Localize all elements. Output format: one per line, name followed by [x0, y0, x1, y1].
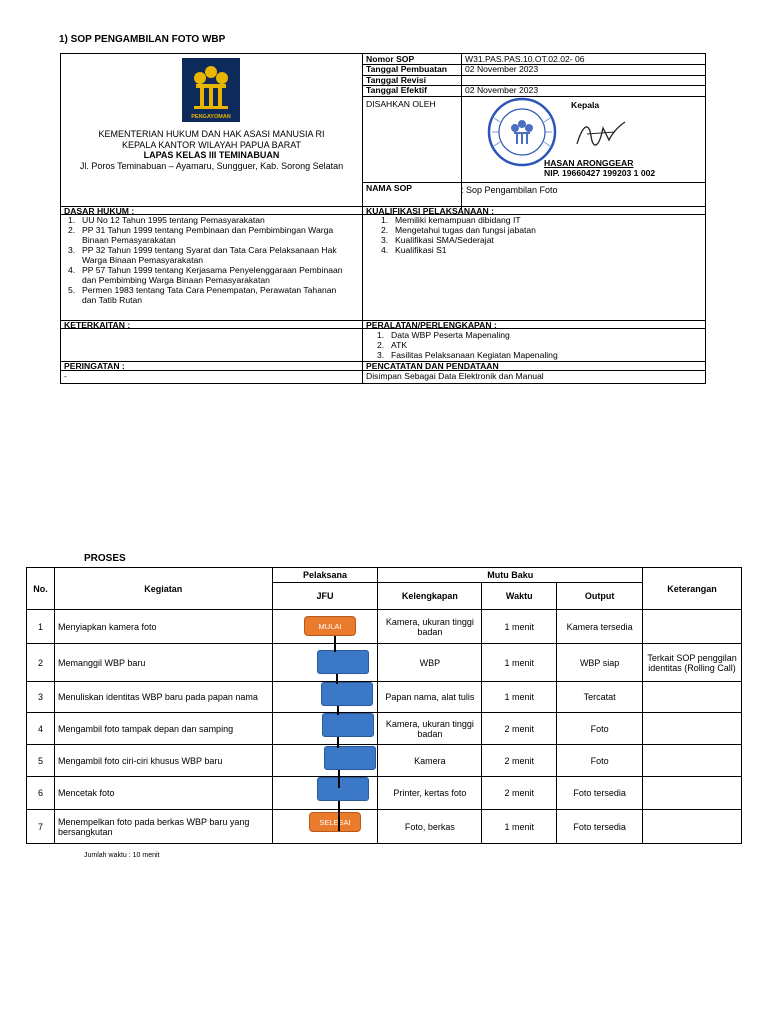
svg-text:PENGAYOMAN: PENGAYOMAN — [191, 114, 231, 120]
list-item — [381, 235, 681, 245]
handwritten-signature-icon — [569, 114, 629, 154]
table-row — [27, 810, 742, 844]
pengayoman-logo — [182, 58, 240, 122]
row-no: 1 — [27, 610, 55, 644]
peralatan-list — [377, 330, 677, 360]
header-waktu: Waktu — [482, 583, 557, 610]
row-no: 3 — [27, 682, 55, 713]
org-ministry: KEMENTERIAN HUKUM DAN HAK ASASI MANUSIA RI — [98, 129, 325, 139]
row-kegiatan: Mengambil foto ciri-ciri khusus WBP baru — [54, 745, 272, 777]
pencatatan-label: PENCATATAN DAN PENDATAAN — [366, 361, 499, 371]
row-kelengkapan: WBP — [378, 644, 482, 682]
flow-process-step-4 — [322, 713, 374, 737]
flow-process-step-6 — [317, 777, 369, 801]
row-keterangan — [643, 682, 742, 713]
list-number: 3. — [68, 245, 76, 255]
row-waktu: 1 menit — [482, 610, 557, 644]
flow-connector-3 — [337, 706, 339, 715]
header-mutu-baku: Mutu Baku — [378, 568, 643, 583]
row-kegiatan: Mencetak foto — [54, 777, 272, 810]
signer-name: HASAN ARONGGEAR — [544, 158, 634, 168]
row-keterangan: Terkait SOP penggilan identitas (Rolling Call) — [643, 644, 742, 682]
nama-sop-label: NAMA SOP — [366, 183, 412, 193]
row-kegiatan: Memanggil WBP baru — [54, 644, 272, 682]
row-waktu: 2 menit — [482, 777, 557, 810]
row-no: 4 — [27, 713, 55, 745]
flow-start-terminator: MULAI — [304, 616, 356, 636]
list-number: 3. — [377, 350, 385, 360]
list-text: PP 57 Tahun 1999 tentang Kerjasama Penyelenggaraan Pembinaan dan Pembimbing Warga Binaan Pemasyarakatan — [82, 265, 343, 285]
table-row — [27, 713, 742, 745]
list-text: Kualifikasi SMA/Sederajat — [395, 235, 494, 245]
total-waktu: Jumlah waktu : 10 menit — [84, 852, 160, 859]
row-kelengkapan: Foto, berkas — [378, 810, 482, 844]
row-output: Foto tersedia — [557, 777, 643, 810]
flow-connector-4 — [337, 737, 339, 748]
header-pelaksana: Pelaksana — [272, 568, 378, 583]
row-output: Foto — [557, 745, 643, 777]
row-kelengkapan: Kamera, ukuran tinggi badan — [378, 610, 482, 644]
flow-connector-1 — [334, 636, 336, 652]
row-no: 2 — [27, 644, 55, 682]
row-no: 6 — [27, 777, 55, 810]
row-keterangan — [643, 610, 742, 644]
list-text: Fasilitas Pelaksanaan Kegiatan Mapenaling — [391, 350, 558, 360]
row-no: 7 — [27, 810, 55, 844]
list-text: Data WBP Peserta Mapenaling — [391, 330, 510, 340]
row-kegiatan: Menuliskan identitas WBP baru pada papan nama — [54, 682, 272, 713]
peringatan-value: - — [64, 371, 67, 381]
tanggal-pembuatan-value: 02 November 2023 — [465, 64, 539, 74]
list-item — [381, 215, 681, 225]
list-text: Memiliki kemampuan dibidang IT — [395, 215, 521, 225]
row-keterangan — [643, 713, 742, 745]
peringatan-label: PERINGATAN : — [64, 361, 125, 371]
list-number: 4. — [68, 265, 76, 275]
header-no: No. — [27, 568, 55, 610]
header-keterangan: Keterangan — [643, 568, 742, 610]
list-text: ATK — [391, 340, 408, 350]
list-item — [377, 340, 677, 350]
tanggal-revisi-label: Tanggal Revisi — [366, 75, 427, 85]
tanggal-pembuatan-label: Tanggal Pembuatan — [366, 64, 448, 74]
table-row — [27, 777, 742, 810]
flow-end-terminator: SELESAI — [309, 812, 361, 832]
row-kelengkapan: Printer, kertas foto — [378, 777, 482, 810]
row-waktu: 1 menit — [482, 644, 557, 682]
flow-connector-2 — [336, 674, 338, 684]
list-number: 5. — [68, 285, 76, 295]
list-item — [68, 265, 350, 285]
list-number: 1. — [381, 215, 389, 225]
row-output: Kamera tersedia — [557, 610, 643, 644]
list-text: Mengetahui tugas dan fungsi jabatan — [395, 225, 536, 235]
list-item — [381, 245, 681, 255]
kepala-title: Kepala — [571, 100, 600, 110]
table-row — [27, 644, 742, 682]
list-number: 3. — [381, 235, 389, 245]
header-jfu: JFU — [272, 583, 378, 610]
sop-header-table — [60, 53, 706, 384]
list-number: 2. — [381, 225, 389, 235]
list-item — [377, 330, 677, 340]
list-item — [68, 225, 350, 245]
row-output: Foto — [557, 713, 643, 745]
row-kegiatan: Mengambil foto tampak depan dan samping — [54, 713, 272, 745]
list-text: UU No 12 Tahun 1995 tentang Pemasyarakatan — [82, 215, 265, 225]
list-number: 2. — [377, 340, 385, 350]
row-output: Foto tersedia — [557, 810, 643, 844]
signer-nip: NIP. 19660427 199203 1 002 — [544, 168, 656, 178]
row-waktu: 2 menit — [482, 713, 557, 745]
row-output: WBP siap — [557, 644, 643, 682]
pengayoman-emblem-icon — [182, 58, 240, 122]
row-kelengkapan: Kamera, ukuran tinggi badan — [378, 713, 482, 745]
row-waktu: 2 menit — [482, 745, 557, 777]
row-waktu: 1 menit — [482, 682, 557, 713]
list-text: Permen 1983 tentang Tata Cara Penempatan, Perawatan Tahanan dan Tatib Rutan — [82, 285, 337, 305]
row-keterangan — [643, 777, 742, 810]
flow-process-step-5 — [324, 746, 376, 770]
row-kegiatan: Menyiapkan kamera foto — [54, 610, 272, 644]
list-number: 2. — [68, 225, 76, 235]
row-kelengkapan: Papan nama, alat tulis — [378, 682, 482, 713]
row-kegiatan: Menempelkan foto pada berkas WBP baru yang bersangkutan — [54, 810, 272, 844]
table-row — [27, 745, 742, 777]
kualifikasi-label: KUALIFIKASI PELAKSANAAN : — [366, 206, 494, 216]
tanggal-efektif-value: 02 November 2023 — [465, 85, 539, 95]
header-kelengkapan: Kelengkapan — [378, 583, 482, 610]
disahkan-label: DISAHKAN OLEH — [366, 99, 436, 109]
flow-connector-5 — [338, 770, 340, 788]
row-kelengkapan: Kamera — [378, 745, 482, 777]
section-title: 1) SOP PENGAMBILAN FOTO WBP — [59, 34, 226, 45]
table-row — [27, 682, 742, 713]
list-item — [68, 245, 350, 265]
pencatatan-value: Disimpan Sebagai Data Elektronik dan Manual — [366, 371, 544, 381]
row-keterangan — [643, 745, 742, 777]
nomor-sop-label: Nomor SOP — [366, 54, 415, 64]
list-text: Kualifikasi S1 — [395, 245, 447, 255]
header-kegiatan: Kegiatan — [54, 568, 272, 610]
list-number: 4. — [381, 245, 389, 255]
row-waktu: 1 menit — [482, 810, 557, 844]
row-output: Tercatat — [557, 682, 643, 713]
nama-sop-value: : Sop Pengambilan Foto — [461, 185, 558, 195]
flow-process-step-2 — [317, 650, 369, 674]
list-item — [68, 285, 350, 305]
kualifikasi-list — [381, 215, 681, 255]
list-item — [377, 350, 677, 360]
signature — [569, 114, 629, 154]
flow-process-step-3 — [321, 682, 373, 706]
keterkaitan-label: KETERKAITAN : — [64, 320, 131, 330]
dasar-hukum-label: DASAR HUKUM : — [64, 206, 135, 216]
tanggal-efektif-label: Tanggal Efektif — [366, 85, 427, 95]
org-regional-office: KEPALA KANTOR WILAYAH PAPUA BARAT — [121, 139, 302, 150]
list-number: 1. — [377, 330, 385, 340]
nomor-sop-value: W31.PAS.PAS.10.OT.02.02- 06 — [465, 54, 585, 64]
header-output: Output — [557, 583, 643, 610]
dasar-hukum-list — [68, 215, 350, 305]
proses-table — [26, 567, 742, 844]
table-row — [27, 610, 742, 644]
row-keterangan — [643, 810, 742, 844]
list-item — [68, 215, 350, 225]
list-text: PP 31 Tahun 1999 tentang Pembinaan dan Pembimbingan Warga Binaan Pemasyarakatan — [82, 225, 334, 245]
row-no: 5 — [27, 745, 55, 777]
list-number: 1. — [68, 215, 76, 225]
flow-connector-6 — [338, 801, 340, 831]
proses-title: PROSES — [84, 553, 126, 564]
list-item — [381, 225, 681, 235]
org-address: Jl. Poros Teminabuan – Ayamaru, Sungguer, Kab. Sorong Selatan — [79, 160, 344, 171]
list-text: PP 32 Tahun 1999 tentang Syarat dan Tata Cara Pelaksanaan Hak Warga Binaan Pemasyarakatan — [82, 245, 337, 265]
org-lapas: LAPAS KELAS III TEMINABUAN — [143, 150, 280, 160]
peralatan-label: PERALATAN/PERLENGKAPAN : — [366, 320, 497, 330]
